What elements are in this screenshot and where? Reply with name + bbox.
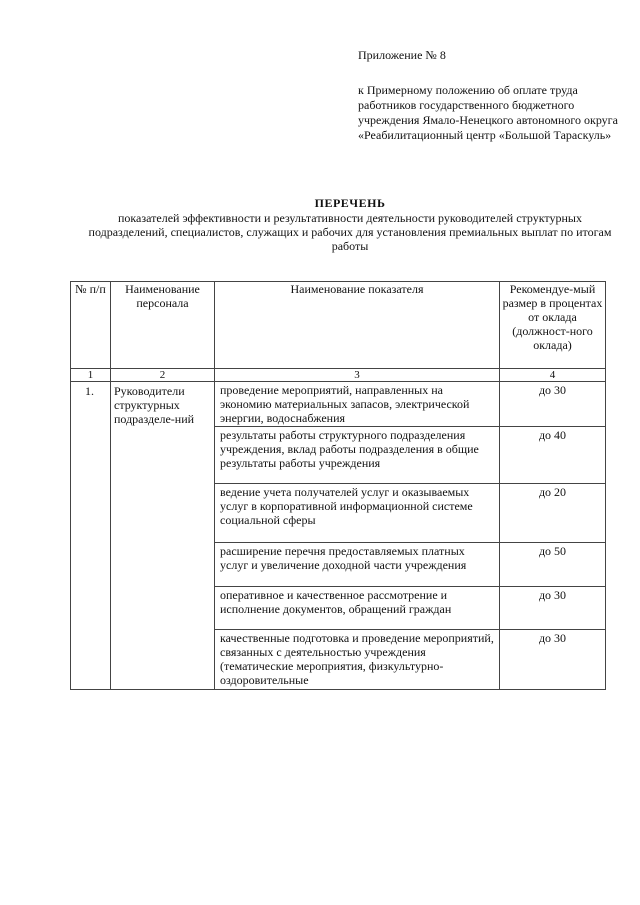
header-rate: Рекомендуе-мый размер в процентах от оклада (должност-ного оклада) [500,282,606,369]
indicator-item: оперативное и качественное рассмотрение и исполнение документов, обращений граждан [215,587,499,630]
header-number: № п/п [71,282,111,369]
document-subtitle: показателей эффективности и результативности деятельности руководителей структурных подразделений, специалистов, служащих и рабочих для установления премиальных выплат по итогам работы [88,211,612,253]
personnel-name: Руководители структурных подразделе-ний [111,382,215,690]
column-number: 3 [215,369,500,382]
appendix-block [358,48,620,143]
column-numbers-row [71,369,606,382]
rate-list [500,382,606,690]
rate-value: до 50 [500,543,605,587]
indicator-item: результаты работы структурного подразделения учреждения, вклад работы подразделения в общие результаты работы учреждения [215,427,499,484]
row-number: 1. [71,382,111,690]
table-header-row [71,282,606,369]
rate-value: до 20 [500,484,605,543]
table-row [71,382,606,690]
appendix-number: Приложение № 8 [358,48,446,62]
column-number: 4 [500,369,606,382]
indicator-item: качественные подготовка и проведение мероприятий, связанных с деятельностью учреждения (тематические мероприятия, физкультурно-оздоровительные [220,631,494,687]
column-number: 2 [111,369,215,382]
document-heading [80,196,620,253]
appendix-reference: к Примерному положению об оплате труда работников государственного бюджетного учреждения Ямало-Ненецкого автономного округа «Реабилитационный центр «Большой Тараскуль» [358,83,618,142]
header-indicator: Наименование показателя [215,282,500,369]
header-personnel: Наименование персонала [111,282,215,369]
rate-value: до 30 [500,587,605,630]
indicator-item: ведение учета получателей услуг и оказываемых услуг в корпоративной информационной системе социальной сферы [215,484,499,543]
rate-value: до 30 [500,382,605,427]
rate-value: до 40 [500,427,605,484]
indicators-table [70,281,606,690]
column-number: 1 [71,369,111,382]
rate-value: до 30 [538,631,567,645]
indicator-item: проведение мероприятий, направленных на экономию материальных запасов, электрической энергии, водоснабжения [215,382,499,427]
indicator-item: расширение перечня предоставляемых платных услуг и увеличение доходной части учреждения [215,543,499,587]
indicator-list [215,382,500,690]
document-title: ПЕРЕЧЕНЬ [314,196,386,210]
